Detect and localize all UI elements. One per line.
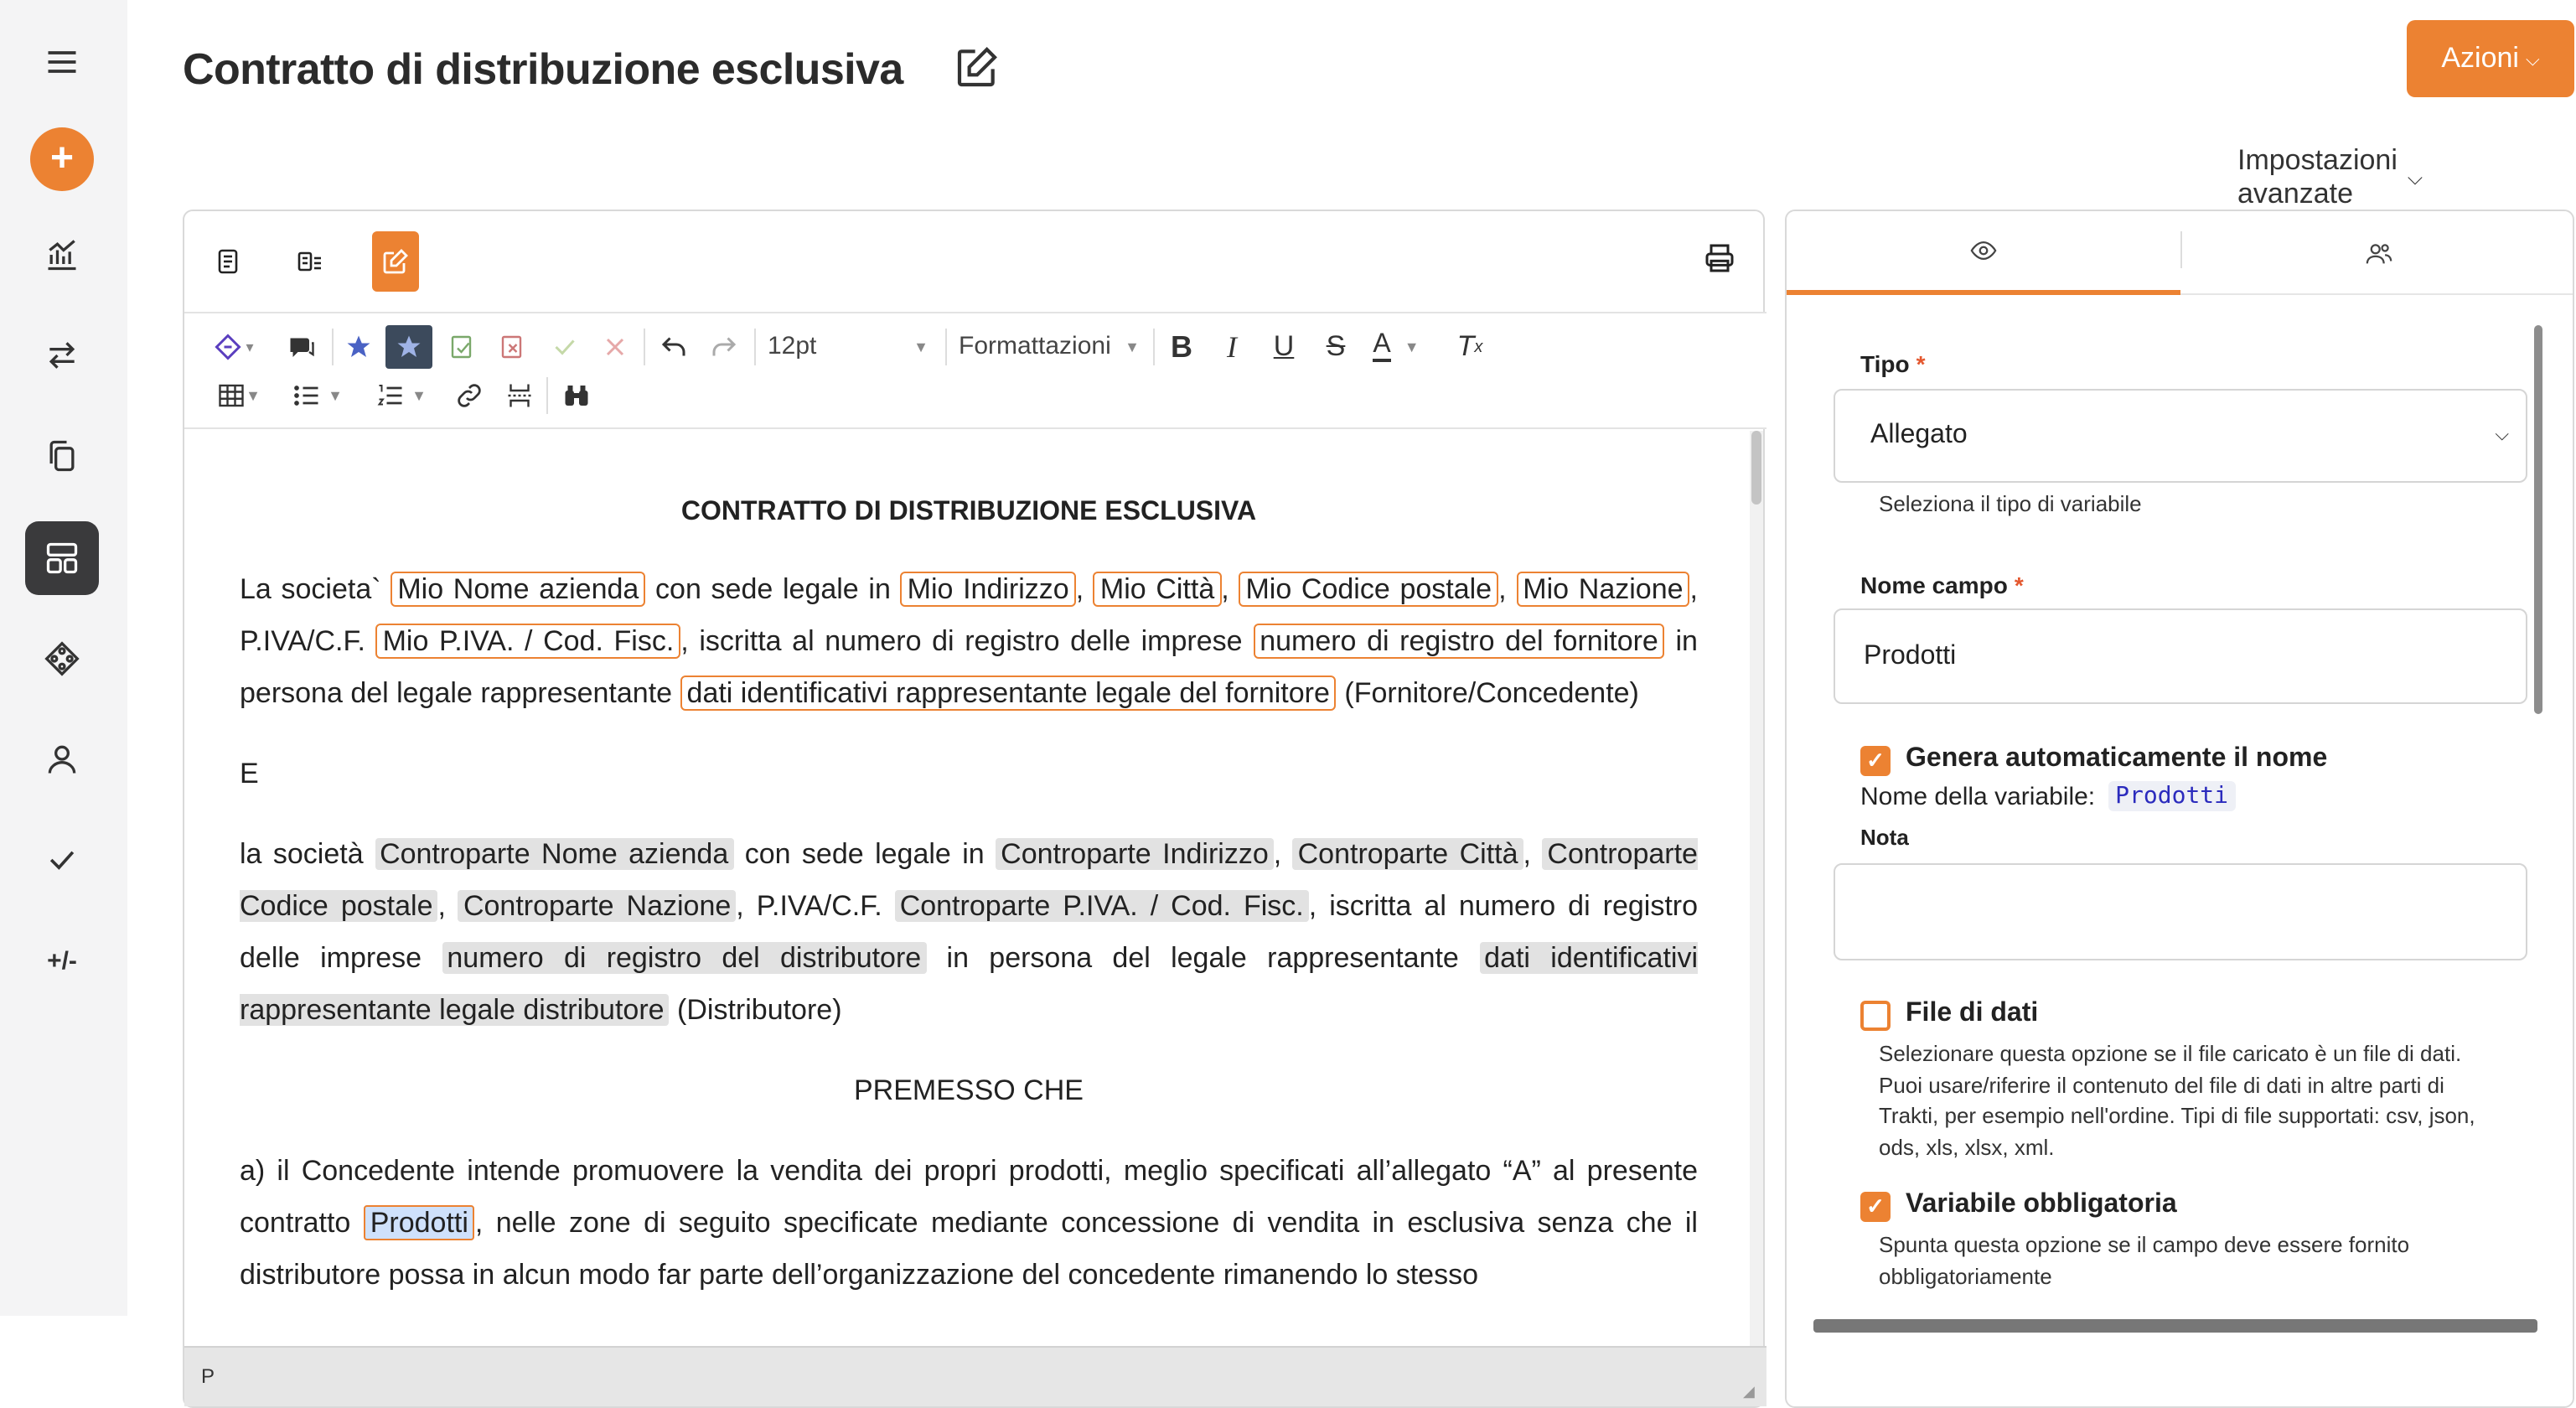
toolbar-divider — [1153, 329, 1155, 365]
text-run: con sede legale in — [744, 838, 985, 870]
text-run: (Distributore) — [677, 994, 842, 1026]
variable-chip[interactable]: Mio Città — [1094, 572, 1221, 607]
variable-chip[interactable]: Mio P.IVA. / Cod. Fisc. — [376, 624, 681, 659]
text-run: , iscritta al numero di registro delle imprese — [680, 625, 1243, 657]
document-body[interactable] — [184, 431, 1766, 1349]
text-run: in persona del legale rappresentante — [946, 942, 1459, 974]
tipo-label-text: Tipo — [1860, 350, 1910, 377]
strikethrough-icon[interactable]: S — [1326, 330, 1346, 362]
user-icon[interactable] — [30, 727, 94, 791]
editor-panel — [183, 210, 1765, 1408]
text-run: , iscritta al numero di registro delle imprese — [240, 890, 1699, 974]
page-break-icon[interactable] — [499, 377, 540, 414]
compare-view-icon[interactable] — [287, 231, 334, 292]
page-title: Contratto di distribuzione esclusiva — [183, 44, 903, 94]
scrollbar-thumb[interactable] — [1751, 431, 1761, 505]
required-marker: * — [2014, 572, 2024, 598]
tipo-label — [1860, 350, 1926, 377]
toolbar-divider — [332, 329, 334, 365]
variable-chip[interactable]: Controparte Città — [1293, 838, 1523, 870]
documents-icon[interactable] — [30, 424, 94, 488]
element-path: P — [201, 1364, 215, 1388]
reject-all-icon[interactable] — [595, 329, 635, 365]
variable-chip[interactable]: Mio Indirizzo — [901, 572, 1076, 607]
variable-insert-icon[interactable]: ▾ — [204, 329, 261, 365]
variable-chip-selected[interactable]: Prodotti — [364, 1205, 475, 1240]
variable-chip[interactable]: numero di registro del fornitore — [1253, 624, 1665, 659]
document-content — [240, 431, 1698, 1329]
workflow-icon[interactable] — [30, 627, 94, 691]
find-replace-icon[interactable] — [556, 377, 597, 414]
nota-input[interactable] — [1834, 863, 2527, 960]
accept-all-icon[interactable] — [545, 329, 585, 365]
text-run: , P.IVA/C.F. — [736, 890, 882, 922]
underline-icon[interactable]: U — [1273, 330, 1295, 362]
check-icon[interactable] — [30, 828, 94, 892]
variable-name-label: Nome della variabile: — [1860, 782, 2096, 810]
panel-horizontal-scrollbar[interactable] — [1813, 1319, 2537, 1333]
hamburger-icon[interactable] — [30, 30, 94, 94]
editor-statusbar — [184, 1346, 1766, 1406]
nota-label: Nota — [1860, 825, 1909, 850]
variable-name-row — [1860, 781, 2235, 811]
document-heading: CONTRATTO DI DISTRIBUZIONE ESCLUSIVA — [680, 498, 1257, 526]
edit-title-icon[interactable] — [954, 44, 1001, 91]
edit-mode-icon[interactable] — [372, 231, 419, 292]
eye-icon — [1969, 236, 1998, 265]
chevron-down-icon: ⌵ — [2525, 49, 2540, 70]
paragraph-premesso: PREMESSO CHE — [854, 1074, 1084, 1106]
resize-handle-icon[interactable]: ◢ — [1743, 1383, 1755, 1400]
text-run: La societa` — [240, 573, 381, 605]
toolbar-divider — [546, 377, 548, 414]
genera-nome-checkbox[interactable]: ✓ — [1860, 746, 1891, 776]
panel-scrollbar[interactable] — [2534, 325, 2542, 714]
text-run: in persona del legale rappresentante — [240, 625, 1698, 709]
variable-chip[interactable]: Controparte P.IVA. / Cod. Fisc. — [895, 890, 1309, 922]
document-scrollbar[interactable] — [1750, 431, 1763, 1349]
formats-select[interactable] — [959, 332, 1140, 360]
variable-chip[interactable]: Controparte Indirizzo — [996, 838, 1274, 870]
toolbar-divider — [945, 329, 947, 365]
required-marker: * — [1916, 350, 1926, 377]
font-size-value: 12pt — [768, 332, 817, 360]
italic-icon[interactable]: I — [1227, 329, 1237, 363]
actions-button[interactable] — [2407, 20, 2574, 97]
paragraph-and: E — [240, 758, 259, 789]
obbligatoria-label: Variabile obbligatoria — [1906, 1190, 2177, 1219]
chevron-down-icon: ▼ — [913, 338, 928, 355]
text-run: la società — [240, 838, 364, 870]
variable-chip[interactable]: dati identificativi rappresentante legale distributore — [240, 942, 1699, 1026]
editor-toolbar — [184, 312, 1766, 429]
add-button[interactable]: + — [30, 127, 94, 191]
paragraph-party-2: la società Controparte Nome azienda con sede legale in Controparte Indirizzo , Controparte Città , Controparte Codice postale , Controparte Nazione , P.IVA/C.F. Controparte P.IVA. / Cod. Fisc. , iscritta al numero di registro delle imprese numero di registro del distributore in persona del legale rappresentante dati identificativi rappresentante legale distributore (Distributore) — [240, 838, 1699, 1026]
bullet-list-icon[interactable]: ▼ — [285, 377, 349, 414]
nome-campo-value: Prodotti — [1864, 641, 1957, 670]
print-icon[interactable] — [1703, 241, 1740, 278]
sidebar — [0, 0, 127, 1316]
text-run: (Fornitore/Concedente) — [1344, 677, 1639, 709]
track-changes-icon[interactable] — [339, 329, 379, 365]
formats-label: Formattazioni — [959, 332, 1111, 360]
tipo-help: Seleziona il tipo di variabile — [1879, 491, 2142, 516]
tab-preview[interactable] — [1787, 211, 2180, 295]
chevron-down-icon: ⌵ — [2495, 425, 2509, 445]
tab-participants[interactable] — [2182, 211, 2576, 295]
variable-chip[interactable]: Controparte Codice postale — [240, 838, 1698, 922]
text-run: , P.IVA/C.F. — [240, 573, 1698, 657]
clear-formatting-icon[interactable]: T x — [1456, 330, 1483, 362]
text-run: con sede legale in — [655, 573, 891, 605]
chevron-down-icon: ⌵ — [2407, 165, 2423, 189]
paragraph-party-1: La societa` Mio Nome azienda con sede legale in Mio Indirizzo , Mio Città , Mio Codice postale , Mio Nazione , P.IVA/C.F. Mio P.IVA. / Cod. Fisc. , iscritta al numero di registro delle imprese numero di registro del fornitore in persona del legale rappresentante dati identificativi rappresentante legale del fornitore (Fornitore/Concedente) — [240, 573, 1698, 709]
toolbar-divider — [754, 329, 756, 365]
table-icon[interactable]: ▼ — [208, 377, 268, 414]
nome-campo-label — [1860, 572, 2024, 598]
chevron-down-icon: ▼ — [1125, 338, 1140, 355]
redo-icon[interactable] — [704, 329, 744, 365]
file-dati-label: File di dati — [1906, 999, 2039, 1028]
panel-tabs — [1787, 211, 2573, 295]
variable-chip[interactable]: Mio Nazione — [1516, 572, 1689, 607]
advanced-settings-label: Impostazioni avanzate — [2237, 144, 2398, 210]
advanced-settings-toggle[interactable] — [2237, 144, 2423, 211]
variable-chip[interactable]: dati identificativi rappresentante legale del fornitore — [680, 676, 1337, 711]
genera-nome-label: Genera automaticamente il nome — [1906, 744, 2328, 773]
panel-form — [1787, 295, 2573, 1334]
text-color-icon[interactable]: A ▼ — [1368, 329, 1425, 365]
variable-chip[interactable]: Controparte Nome azienda — [375, 838, 733, 870]
comment-icon[interactable] — [282, 329, 322, 365]
actions-label: Azioni — [2441, 42, 2519, 74]
variable-name-value: Prodotti — [2108, 781, 2235, 811]
editor-mode-tabs — [184, 211, 1763, 312]
nome-campo-input[interactable] — [1834, 608, 2527, 704]
obbligatoria-checkbox[interactable]: ✓ — [1860, 1192, 1891, 1222]
bold-icon[interactable]: B — [1171, 329, 1192, 363]
diff-icon[interactable]: +/- — [47, 946, 77, 975]
tipo-select[interactable] — [1834, 389, 2527, 483]
variable-chip[interactable]: Controparte Nazione — [458, 890, 736, 922]
variable-chip[interactable]: numero di registro del distributore — [442, 942, 926, 974]
toolbar-divider — [644, 329, 645, 365]
file-dati-checkbox[interactable] — [1860, 1001, 1891, 1031]
tipo-select-value: Allegato — [1870, 421, 1968, 449]
variable-chip[interactable]: Mio Nome azienda — [391, 572, 645, 607]
arrows-icon[interactable] — [30, 324, 94, 387]
text-run: a) il Concedente intende promuovere la vendita dei propri prodotti, meglio specificati all’allegato “A” al presente contratto — [240, 1155, 1698, 1239]
font-size-select[interactable] — [768, 332, 928, 360]
numbered-list-icon[interactable]: ▼ — [369, 377, 432, 414]
reject-change-icon[interactable] — [493, 329, 533, 365]
paragraph-clause-a — [240, 1145, 1698, 1301]
file-dati-help: Selezionare questa opzione se il file caricato è un file di dati. Puoi usare/riferire il contenuto del file di dati in altre parti di Trakti, per esempio nell'ordine. Tipi di file supportati: csv, json, ods, xls, xlsx, xml. — [1879, 1041, 2475, 1159]
undo-icon[interactable] — [654, 329, 694, 365]
users-icon — [2365, 239, 2393, 267]
variable-chip[interactable]: Mio Codice postale — [1239, 572, 1498, 607]
chart-icon[interactable] — [30, 223, 94, 287]
accept-change-icon[interactable] — [442, 329, 483, 365]
obbligatoria-help: Spunta questa opzione se il campo deve essere fornito obbligatoriamente — [1879, 1232, 2410, 1288]
nome-campo-label-text: Nome campo — [1860, 572, 2008, 598]
text-run: , nelle zone di seguito specificate mediante concessione di vendita in esclusiva senza che il distributore possa in alcun modo far parte dell’organizzazione del concedente rimanendo lo stesso — [240, 1207, 1698, 1291]
track-changes-active-icon[interactable] — [385, 325, 432, 369]
link-icon[interactable] — [449, 377, 489, 414]
document-view-icon[interactable] — [204, 231, 251, 292]
variable-properties-panel — [1785, 210, 2574, 1408]
dashboard-icon[interactable] — [25, 521, 99, 595]
